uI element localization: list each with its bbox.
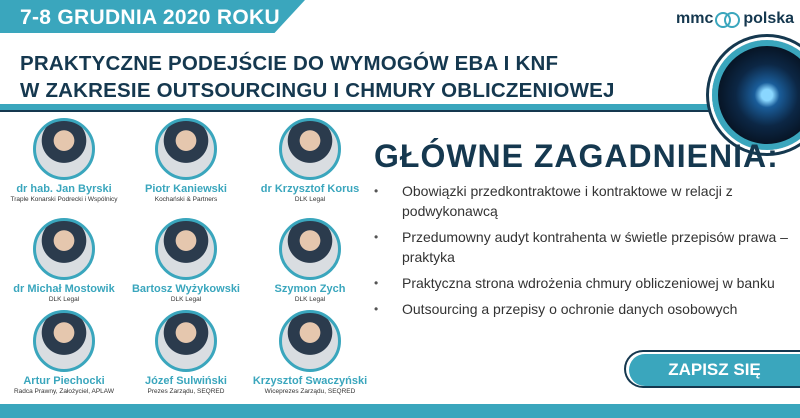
speaker-card (250, 118, 370, 204)
speaker-card (126, 118, 246, 204)
speaker-name: Bartosz Wyżykowski (131, 283, 240, 295)
bullet-icon: • (374, 230, 379, 244)
speaker-name: dr Krzysztof Korus (260, 183, 360, 195)
speaker-card (4, 118, 124, 204)
section-title: GŁÓWNE ZAGADNIENIA: (374, 138, 779, 174)
speaker-role: DLK Legal (170, 296, 202, 303)
topic-text: Przedumowny audyt kontrahenta w świetle przepisów prawa – praktyka (402, 229, 788, 265)
speaker-name: Krzysztof Swaczyński (252, 375, 368, 387)
topic-text: Praktyczna strona wdrożenia chmury obliczeniowej w banku (402, 275, 775, 291)
speaker-name: Artur Piechocki (23, 375, 105, 387)
speaker-role: Wiceprezes Zarządu, SEQRED (264, 388, 356, 395)
speaker-avatar (155, 218, 217, 280)
speaker-role: DLK Legal (294, 196, 326, 203)
topic-item (372, 273, 792, 293)
register-button[interactable]: ZAPISZ SIĘ (629, 354, 800, 386)
bullet-icon: • (374, 302, 379, 316)
topic-item (372, 299, 792, 319)
speaker-role: Prezes Zarządu, SEQRED (147, 388, 225, 395)
bottom-bar (0, 404, 800, 418)
speaker-role: Kochański & Partners (154, 196, 218, 203)
speaker-avatar (279, 218, 341, 280)
speaker-avatar (155, 118, 217, 180)
speaker-card (126, 310, 246, 396)
speaker-avatar (279, 118, 341, 180)
speaker-role: Traple Konarski Podrecki i Wspólnicy (10, 196, 118, 203)
logo-text-left: mmc (676, 10, 714, 27)
logo-rings-icon (715, 10, 741, 28)
topics-list (372, 181, 792, 325)
topic-item (372, 181, 792, 221)
bullet-icon: • (374, 184, 379, 198)
speaker-role: DLK Legal (294, 296, 326, 303)
event-title (20, 50, 720, 104)
speaker-card (4, 218, 124, 304)
logo-text-right: polska (743, 10, 795, 27)
event-date: 7-8 GRUDNIA 2020 ROKU (20, 6, 280, 29)
speaker-card (250, 218, 370, 304)
speaker-name: dr Michał Mostowik (13, 283, 115, 295)
speaker-avatar (33, 218, 95, 280)
speaker-card (4, 310, 124, 396)
speaker-avatar (155, 310, 217, 372)
speaker-name: Szymon Zych (274, 283, 346, 295)
speaker-avatar (33, 118, 95, 180)
title-line-1: PRAKTYCZNE PODEJŚCIE DO WYMOGÓW EBA I KNF (20, 52, 559, 75)
mmc-polska-logo (676, 10, 794, 28)
speaker-avatar (33, 310, 95, 372)
speaker-role: Radca Prawny, Założyciel, APLAW (13, 388, 115, 395)
speaker-role: DLK Legal (48, 296, 80, 303)
speaker-name: dr hab. Jan Byrski (16, 183, 112, 195)
cloud-globe-icon (712, 40, 800, 150)
title-divider-dark (0, 110, 745, 112)
topic-text: Outsourcing a przepisy o ochronie danych osobowych (402, 301, 738, 317)
topic-text: Obowiązki przedkontraktowe i kontraktowe w relacji z podwykonawcą (402, 183, 733, 219)
speaker-name: Józef Sulwiński (145, 375, 227, 387)
speaker-card (250, 310, 370, 396)
speaker-card (126, 218, 246, 304)
bullet-icon: • (374, 276, 379, 290)
title-line-2: W ZAKRESIE OUTSOURCINGU I CHMURY OBLICZENIOWEJ (20, 79, 615, 102)
speaker-avatar (279, 310, 341, 372)
speaker-name: Piotr Kaniewski (145, 183, 227, 195)
topic-item (372, 227, 792, 267)
